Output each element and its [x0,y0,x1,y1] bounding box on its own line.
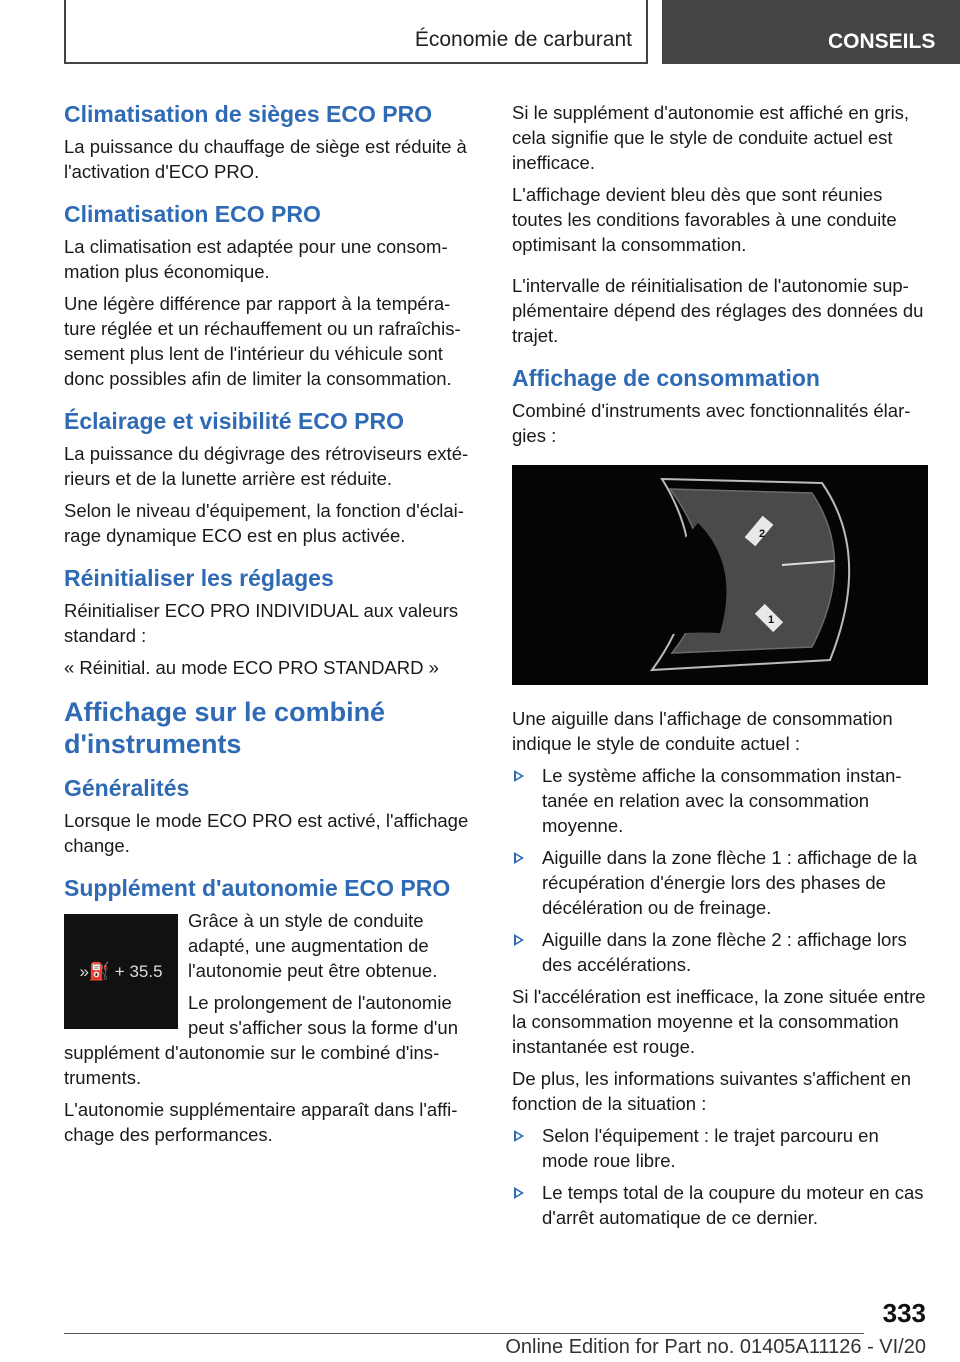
section-seat-climate [64,100,476,184]
page-number: 333 [882,1298,926,1328]
list-item: Aiguille dans la zone flèche 1 : affichage de la récupération d'énergie lors des phases de décélération ou de freinage. [512,845,928,920]
paragraph: Une légère différence par rapport à la température réglée et un réchauffement ou un rafraîchissement plus lent de l'intérieur du véhicule sont donc possibles afin de limiter la consommation. [64,293,461,389]
section-range-bonus [64,874,476,1147]
paragraph: Lorsque le mode ECO PRO est activé, l'affichage change. [64,810,469,856]
paragraph: L'affichage devient bleu dès que sont réunies toutes les conditions favorables à une conduite optimisant la consommation. [512,184,897,255]
left-column [64,100,476,1163]
paragraph: De plus, les informations suivantes s'affichent en fonction de la situation : [512,1068,912,1114]
paragraph: Selon le niveau d'équipement, la fonction d'éclairage dynamique ECO est en plus activée. [64,500,464,546]
section-title: Réinitialiser les réglages [64,565,334,591]
paragraph: « Réinitial. au mode ECO PRO STANDARD » [64,657,439,678]
section-general [64,774,476,858]
list-item: Le temps total de la coupure du moteur en cas d'arrêt automatique de ce dernier. [512,1180,928,1230]
paragraph: Le prolongement de l'autonomie peut s'afficher sous la forme d'un supplément d'autonomie sur le combiné d'instruments. [64,992,458,1088]
paragraph: Combiné d'instruments avec fonctionnalités élargies : [512,400,911,446]
section-title: Affichage de consommation [512,365,820,391]
arrow-label-1: 1 [768,614,775,626]
paragraph: La climatisation est adaptée pour une consommation plus économique. [64,236,448,282]
paragraph: L'autonomie supplémentaire apparaît dans l'affichage des performances. [64,1099,458,1145]
list-item: Selon l'équipement : le trajet parcouru en mode roue libre. [512,1123,928,1173]
section-title: Supplément d'autonomie ECO PRO [64,875,451,901]
section-title: Climatisation ECO PRO [64,201,321,227]
list-item: Le système affiche la consommation instantanée en relation avec la consommation moyenne. [512,763,928,838]
header-section-title: Économie de carburant [414,28,632,51]
bullet-triangle-icon [514,770,524,782]
consumption-gauge-image [512,465,928,685]
header-section-box [64,0,648,64]
paragraph: Si le supplément d'autonomie est affiché en gris, cela signifie que le style de conduite actuel est inefficace. [512,102,910,173]
list-item: Aiguille dans la zone flèche 2 : affichage lors des accélérations. [512,927,928,977]
right-column [512,100,928,1237]
bullet-triangle-icon [514,934,524,946]
footer-divider [64,1333,864,1334]
paragraph: Si l'accélération est inefficace, la zone située entre la consommation moyenne et la consommation instantanée est rouge. [512,986,926,1057]
paragraph: L'intervalle de réinitialisation de l'autonomie supplémentaire dépend des réglages des données du trajet. [512,275,924,346]
section-climate [64,200,476,391]
section-title: Généralités [64,775,190,801]
main-heading: Affichage sur le combiné d'instruments [64,697,386,759]
range-bonus-value: »⛽ + 35.5 [79,961,163,981]
paragraph: Grâce à un style de conduite adapté, une augmentation de l'autonomie peut être obtenue. [188,910,438,981]
paragraph: Réinitialiser ECO PRO INDIVIDUAL aux valeurs standard : [64,600,459,646]
range-bonus-display-image [64,914,178,1029]
arrow-label-2: 2 [759,528,766,540]
edition-note: Online Edition for Part no. 01405A11126 - VI/20 [505,1336,926,1358]
section-title: Éclairage et visibilité ECO PRO [64,408,405,434]
section-lighting [64,407,476,548]
section-title: Climatisation de sièges ECO PRO [64,101,433,127]
bullet-triangle-icon [514,852,524,864]
paragraph: La puissance du dégivrage des rétroviseurs extérieurs et de la lunette arrière est réduite. [64,443,469,489]
section-reset [64,564,476,680]
bullet-triangle-icon [514,1130,524,1142]
bullet-triangle-icon [514,1187,524,1199]
paragraph: Une aiguille dans l'affichage de consommation indique le style de conduite actuel : [512,708,893,754]
paragraph: La puissance du chauffage de siège est réduite à l'activation d'ECO PRO. [64,136,467,182]
header-chapter-tab: CONSEILS [662,0,960,64]
